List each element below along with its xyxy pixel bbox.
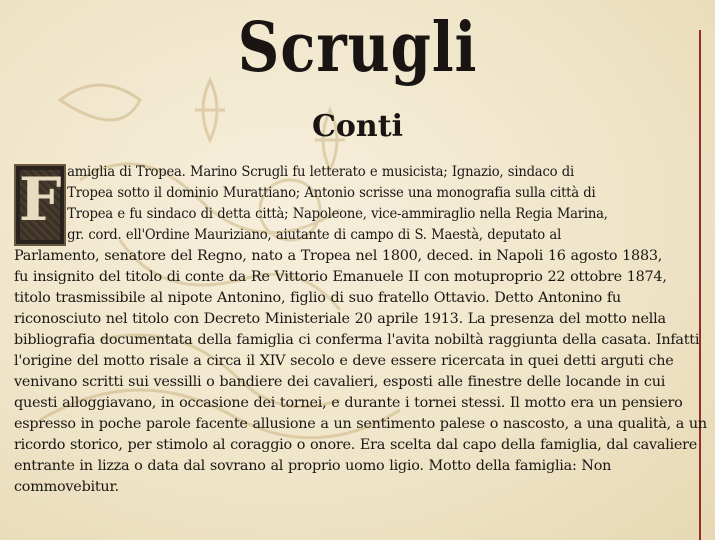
- text-line: Tropea sotto il dominio Murattiano; Antonio scrisse una monografia sulla città di: [67, 185, 596, 201]
- text-line: bibliografia documentata della famiglia ci conferma l'avita nobiltà raggiunta della casata. Infatti: [14, 332, 700, 348]
- text-line: l'origine del motto risale a circa il XIV secolo e deve essere ricercata in quei detti arguti che: [14, 353, 674, 369]
- text-line: gr. cord. ell'Ordine Mauriziano, aiutante di campo di S. Maestà, deputato al: [67, 227, 562, 243]
- text-line: ricordo storico, per stimolo al coraggio o onore. Era scelta dal capo della famiglia, dal cavaliere: [14, 437, 698, 453]
- text-line: Parlamento, senatore del Regno, nato a Tropea nel 1800, deced. in Napoli 16 agosto 1883,: [14, 248, 663, 264]
- page-subtitle: Conti: [312, 109, 403, 144]
- text-line: fu insignito del titolo di conte da Re Vittorio Emanuele II con motuproprio 22 ottobre 1874,: [14, 269, 667, 285]
- dropcap-letter: F: [18, 165, 62, 235]
- text-line: Tropea e fu sindaco di detta città; Napoleone, vice-ammiraglio nella Regia Marina,: [67, 206, 608, 222]
- text-line: riconosciuto nel titolo con Decreto Ministeriale 20 aprile 1913. La presenza del motto nella: [14, 311, 666, 327]
- text-line: venivano scritti sui vessilli o bandiere dei cavalieri, esposti alle finestre delle locande in cui: [14, 374, 666, 390]
- text-line: amiglia di Tropea. Marino Scrugli fu letterato e musicista; Ignazio, sindaco di: [67, 164, 574, 180]
- text-line: entrante in lizza o data dal sovrano al proprio uomo ligio. Motto della famiglia: Non: [14, 458, 612, 474]
- text-line: titolo trasmissibile al nipote Antonino, figlio di suo fratello Ottavio. Detto Antonino fu: [14, 290, 621, 306]
- text-line: questi alloggiavano, in occasione dei tornei, e durante i tornei stessi. Il motto era un pensiero: [14, 395, 683, 411]
- page-title: Scrugli: [237, 8, 478, 88]
- body-text: [14, 162, 707, 498]
- text-line: commovebitur.: [14, 479, 119, 495]
- text-line: espresso in poche parole facente allusione a un sentimento palese o nascosto, a una qualità, a un: [14, 416, 707, 432]
